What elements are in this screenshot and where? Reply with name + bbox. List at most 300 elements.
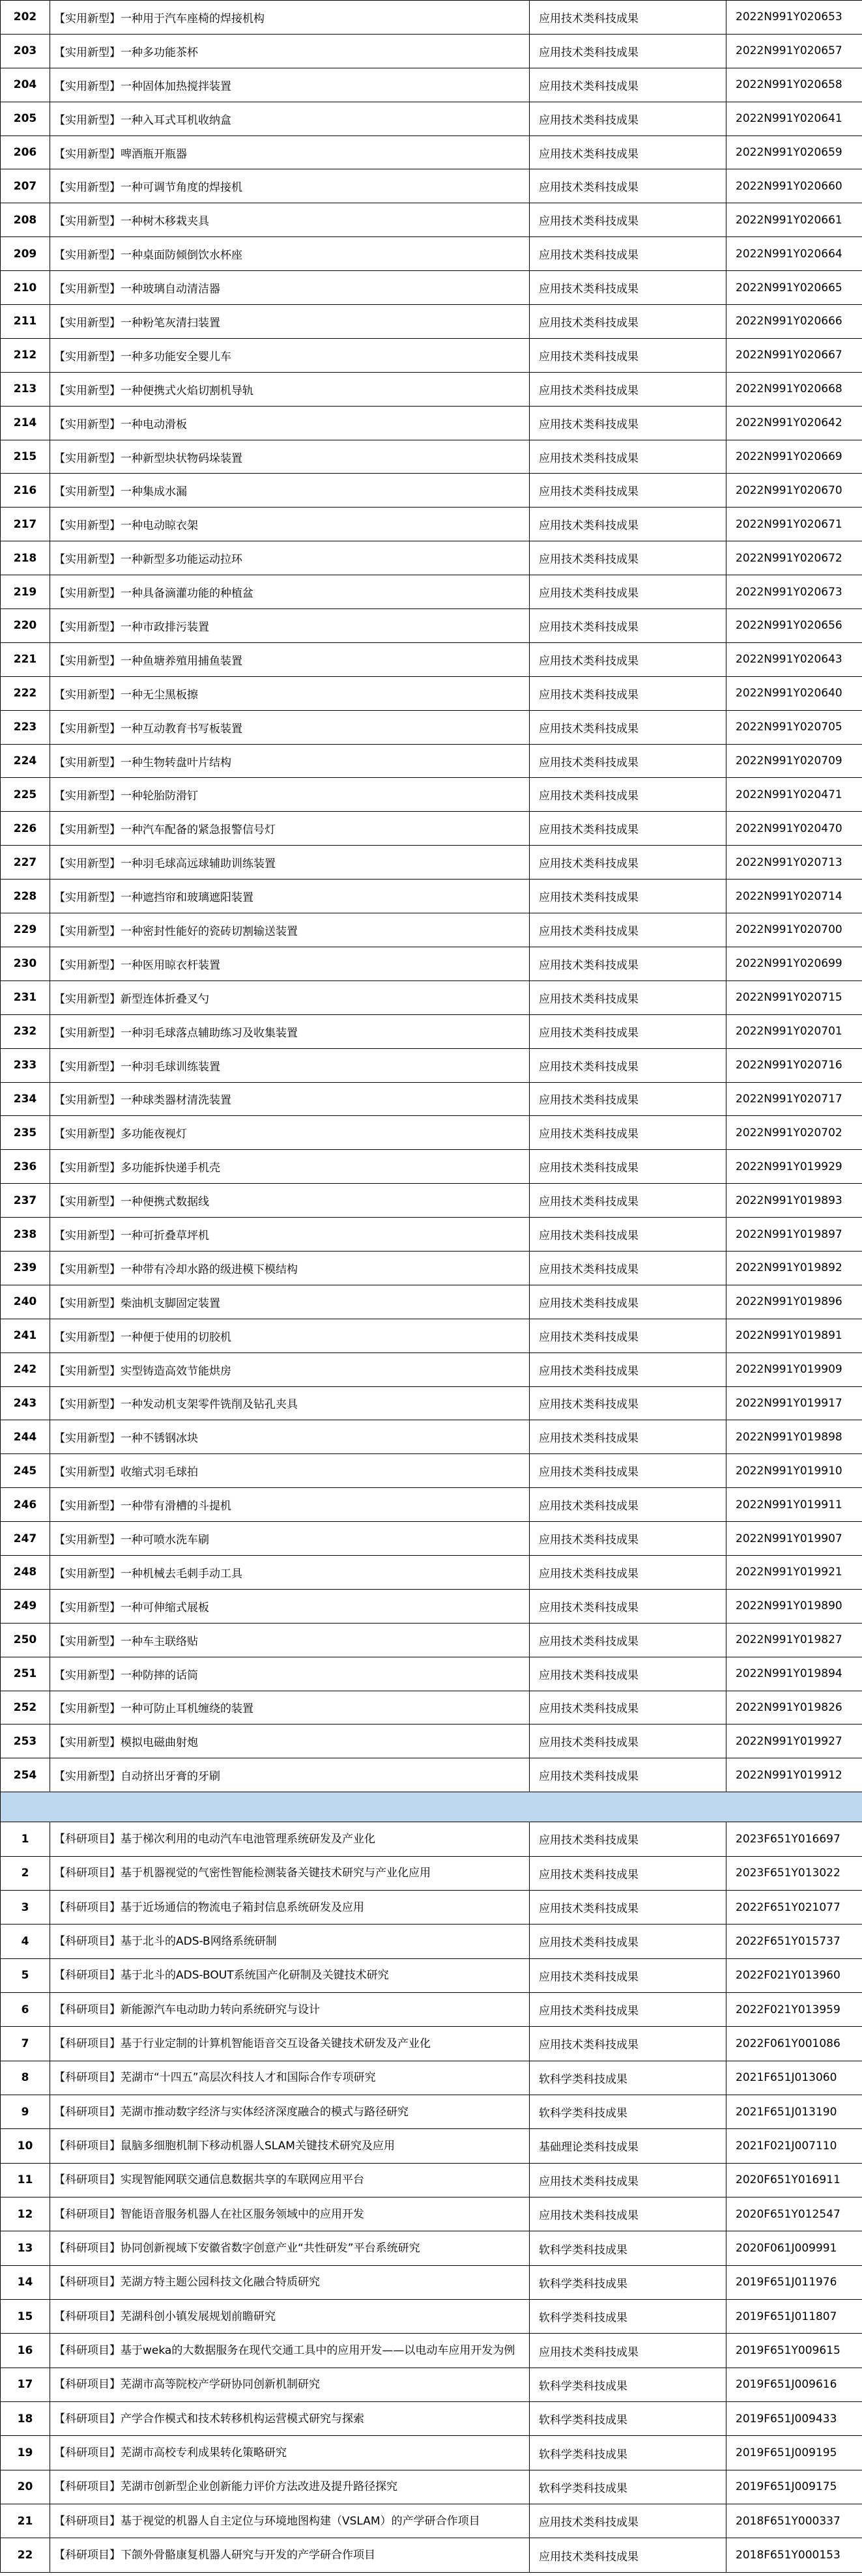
row-number-cell: 236 [1, 1150, 50, 1184]
achievement-title-cell: 【实用新型】一种无尘黑板擦 [50, 676, 530, 710]
row-number-cell: 228 [1, 880, 50, 913]
row-number-cell: 254 [1, 1758, 50, 1792]
row-number-cell: 226 [1, 812, 50, 846]
achievement-code-cell: 2019F651J009195 [726, 2436, 862, 2470]
table-row [1, 2334, 862, 2368]
achievement-title-cell: 【实用新型】柴油机支脚固定装置 [50, 1285, 530, 1319]
section-band-row [1, 1792, 862, 1822]
table-row [1, 642, 862, 676]
achievement-code-cell: 2022F651Y015737 [726, 1925, 862, 1958]
achievement-category-cell: 软科学类科技成果 [530, 2470, 726, 2504]
row-number-cell: 248 [1, 1555, 50, 1589]
achievement-title-cell: 【实用新型】多功能拆快递手机壳 [50, 1150, 530, 1184]
row-number-cell: 240 [1, 1285, 50, 1319]
achievement-code-cell: 2022N991Y020643 [726, 642, 862, 676]
row-number-cell: 12 [1, 2197, 50, 2231]
row-number-cell: 245 [1, 1454, 50, 1488]
achievement-code-cell: 2022N991Y020669 [726, 440, 862, 474]
row-number-cell: 17 [1, 2368, 50, 2401]
section-divider [1, 1792, 862, 1822]
achievement-category-cell: 软科学类科技成果 [530, 2231, 726, 2265]
achievement-title-cell: 【实用新型】一种车主联络贴 [50, 1623, 530, 1657]
achievement-title-cell: 【实用新型】一种遮挡帘和玻璃遮阳装置 [50, 880, 530, 913]
achievement-category-cell: 应用技术类科技成果 [530, 1589, 726, 1623]
achievement-code-cell: 2022N991Y020659 [726, 136, 862, 169]
achievement-code-cell: 2018F651Y000337 [726, 2504, 862, 2538]
achievement-title-cell: 【实用新型】一种多功能安全婴儿车 [50, 338, 530, 372]
achievement-category-cell: 应用技术类科技成果 [530, 1758, 726, 1792]
table-row [1, 474, 862, 508]
achievement-category-cell: 应用技术类科技成果 [530, 440, 726, 474]
achievement-title-cell: 【科研项目】基于行业定制的计算机智能语音交互设备关键技术研发及产业化 [50, 2027, 530, 2061]
achievement-category-cell: 应用技术类科技成果 [530, 1251, 726, 1285]
table-row [1, 2504, 862, 2538]
table-row [1, 1758, 862, 1792]
achievement-title-cell: 【实用新型】一种生物转盘叶片结构 [50, 744, 530, 778]
achievement-category-cell: 应用技术类科技成果 [530, 1890, 726, 1924]
achievement-category-cell: 应用技术类科技成果 [530, 947, 726, 980]
row-number-cell: 239 [1, 1251, 50, 1285]
achievement-code-cell: 2022N991Y020714 [726, 880, 862, 913]
table-row [1, 812, 862, 846]
achievement-title-cell: 【实用新型】一种医用晾衣杆装置 [50, 947, 530, 980]
row-number-cell: 5 [1, 1958, 50, 1992]
row-number-cell: 249 [1, 1589, 50, 1623]
row-number-cell: 214 [1, 406, 50, 440]
achievement-code-cell: 2019F651J009433 [726, 2402, 862, 2436]
achievement-category-cell: 应用技术类科技成果 [530, 609, 726, 643]
table-row [1, 676, 862, 710]
achievement-category-cell: 应用技术类科技成果 [530, 1691, 726, 1724]
row-number-cell: 222 [1, 676, 50, 710]
achievement-category-cell: 应用技术类科技成果 [530, 2163, 726, 2197]
achievement-title-cell: 【实用新型】一种不锈钢冰块 [50, 1420, 530, 1454]
achievement-category-cell: 应用技术类科技成果 [530, 406, 726, 440]
achievement-code-cell: 2020F651Y012547 [726, 2197, 862, 2231]
achievement-title-cell: 【科研项目】芜湖市“十四五”高层次科技人才和国际合作专项研究 [50, 2061, 530, 2095]
row-number-cell: 235 [1, 1116, 50, 1150]
table-row [1, 1116, 862, 1150]
row-number-cell: 220 [1, 609, 50, 643]
table-row [1, 169, 862, 203]
row-number-cell: 13 [1, 2231, 50, 2265]
row-number-cell: 244 [1, 1420, 50, 1454]
achievement-title-cell: 【实用新型】自动挤出牙膏的牙刷 [50, 1758, 530, 1792]
achievement-code-cell: 2020F061J009991 [726, 2231, 862, 2265]
achievement-title-cell: 【实用新型】一种羽毛球落点辅助练习及收集装置 [50, 1014, 530, 1048]
table-row [1, 1082, 862, 1116]
achievement-code-cell: 2022N991Y020658 [726, 68, 862, 102]
achievement-title-cell: 【科研项目】基于近场通信的物流电子箱封信息系统研发及应用 [50, 1890, 530, 1924]
achievement-code-cell: 2022N991Y019917 [726, 1386, 862, 1420]
table-row [1, 271, 862, 305]
achievement-title-cell: 【实用新型】一种互动教育书写板装置 [50, 710, 530, 744]
achievement-category-cell: 基础理论类科技成果 [530, 2129, 726, 2163]
table-row [1, 1048, 862, 1082]
table-row [1, 1352, 862, 1386]
achievement-category-cell: 软科学类科技成果 [530, 2402, 726, 2436]
achievement-code-cell: 2022N991Y019893 [726, 1184, 862, 1218]
achievement-title-cell: 【实用新型】一种鱼塘养殖用捕鱼装置 [50, 642, 530, 676]
table-row [1, 1589, 862, 1623]
row-number-cell: 18 [1, 2402, 50, 2436]
achievement-title-cell: 【实用新型】新型连体折叠叉勺 [50, 980, 530, 1014]
achievement-code-cell: 2022N991Y020656 [726, 609, 862, 643]
achievement-code-cell: 2022N991Y020673 [726, 575, 862, 609]
row-number-cell: 227 [1, 846, 50, 880]
table-row [1, 136, 862, 169]
table-row [1, 338, 862, 372]
achievement-title-cell: 【实用新型】一种用于汽车座椅的焊接机构 [50, 1, 530, 35]
row-number-cell: 241 [1, 1319, 50, 1352]
row-number-cell: 247 [1, 1522, 50, 1556]
achievement-category-cell: 应用技术类科技成果 [530, 1386, 726, 1420]
achievement-title-cell: 【科研项目】芜湖市创新型企业创新能力评价方法改进及提升路径探究 [50, 2470, 530, 2504]
achievement-category-cell: 应用技术类科技成果 [530, 1724, 726, 1758]
achievement-title-cell: 【科研项目】新能源汽车电动助力转向系统研究与设计 [50, 1992, 530, 2026]
table-row [1, 237, 862, 271]
achievement-code-cell: 2022N991Y020657 [726, 34, 862, 68]
achievement-title-cell: 【实用新型】一种粉笔灰清扫装置 [50, 305, 530, 339]
achievement-code-cell: 2022N991Y019909 [726, 1352, 862, 1386]
table-row [1, 913, 862, 947]
table-row [1, 2095, 862, 2128]
achievement-title-cell: 【实用新型】一种发动机支架零件铣削及钻孔夹具 [50, 1386, 530, 1420]
achievement-category-cell: 应用技术类科技成果 [530, 1623, 726, 1657]
achievement-code-cell: 2022N991Y019892 [726, 1251, 862, 1285]
row-number-cell: 19 [1, 2436, 50, 2470]
achievement-category-cell: 应用技术类科技成果 [530, 980, 726, 1014]
achievement-code-cell: 2022N991Y020664 [726, 237, 862, 271]
achievement-title-cell: 【实用新型】一种球类器材清洗装置 [50, 1082, 530, 1116]
table-row [1, 203, 862, 237]
row-number-cell: 9 [1, 2095, 50, 2128]
row-number-cell: 232 [1, 1014, 50, 1048]
achievement-category-cell: 应用技术类科技成果 [530, 1657, 726, 1691]
achievement-code-cell: 2022N991Y020666 [726, 305, 862, 339]
row-number-cell: 15 [1, 2300, 50, 2334]
table-row [1, 1822, 862, 1856]
row-number-cell: 212 [1, 338, 50, 372]
table-row [1, 778, 862, 812]
table-row [1, 1522, 862, 1556]
row-number-cell: 207 [1, 169, 50, 203]
achievement-code-cell: 2023F651Y016697 [726, 1822, 862, 1856]
achievement-code-cell: 2022N991Y020661 [726, 203, 862, 237]
achievement-code-cell: 2022N991Y019898 [726, 1420, 862, 1454]
achievement-code-cell: 2023F651Y013022 [726, 1856, 862, 1890]
achievement-title-cell: 【实用新型】一种密封性能好的瓷砖切割输送装置 [50, 913, 530, 947]
row-number-cell: 22 [1, 2538, 50, 2572]
achievement-category-cell: 应用技术类科技成果 [530, 1352, 726, 1386]
table-row [1, 1014, 862, 1048]
achievement-code-cell: 2022N991Y019927 [726, 1724, 862, 1758]
achievement-category-cell: 应用技术类科技成果 [530, 642, 726, 676]
achievement-code-cell: 2022N991Y020641 [726, 102, 862, 136]
row-number-cell: 3 [1, 1890, 50, 1924]
achievement-code-cell: 2022N991Y020642 [726, 406, 862, 440]
achievement-title-cell: 【实用新型】一种多功能茶杯 [50, 34, 530, 68]
utility-model-section [1, 1, 862, 1792]
table-row [1, 2368, 862, 2401]
table-row [1, 2402, 862, 2436]
table-row [1, 880, 862, 913]
table-row [1, 575, 862, 609]
table-row [1, 2470, 862, 2504]
table-row [1, 1925, 862, 1958]
achievement-category-cell: 应用技术类科技成果 [530, 1014, 726, 1048]
achievement-title-cell: 【实用新型】一种具备滴灌功能的种植盆 [50, 575, 530, 609]
table-row [1, 1623, 862, 1657]
achievement-title-cell: 【科研项目】基于北斗的ADS-BOUT系统国产化研制及关键技术研究 [50, 1958, 530, 1992]
achievement-title-cell: 【实用新型】一种可伸缩式展板 [50, 1589, 530, 1623]
achievement-code-cell: 2022F061Y001086 [726, 2027, 862, 2061]
row-number-cell: 229 [1, 913, 50, 947]
table-row [1, 744, 862, 778]
achievement-code-cell: 2022N991Y020640 [726, 676, 862, 710]
achievement-category-cell: 应用技术类科技成果 [530, 846, 726, 880]
achievement-code-cell: 2022N991Y019890 [726, 1589, 862, 1623]
achievement-category-cell: 应用技术类科技成果 [530, 913, 726, 947]
achievement-code-cell: 2022N991Y019896 [726, 1285, 862, 1319]
table-row [1, 1488, 862, 1522]
row-number-cell: 218 [1, 541, 50, 575]
table-row [1, 2197, 862, 2231]
achievement-category-cell: 软科学类科技成果 [530, 2300, 726, 2334]
achievement-title-cell: 【科研项目】下颌外骨骼康复机器人研究与开发的产学研合作项目 [50, 2538, 530, 2572]
achievement-title-cell: 【科研项目】智能语音服务机器人在社区服务领域中的应用开发 [50, 2197, 530, 2231]
achievement-code-cell: 2022N991Y019912 [726, 1758, 862, 1792]
row-number-cell: 8 [1, 2061, 50, 2095]
achievement-category-cell: 应用技术类科技成果 [530, 2334, 726, 2368]
achievement-code-cell: 2021F021J007110 [726, 2129, 862, 2163]
achievement-code-cell: 2022N991Y019826 [726, 1691, 862, 1724]
achievement-title-cell: 【实用新型】一种可调节角度的焊接机 [50, 169, 530, 203]
achievement-category-cell: 应用技术类科技成果 [530, 169, 726, 203]
achievement-title-cell: 【科研项目】芜湖市高等院校产学研协同创新机制研究 [50, 2368, 530, 2401]
table-row [1, 34, 862, 68]
achievement-category-cell: 应用技术类科技成果 [530, 508, 726, 541]
row-number-cell: 246 [1, 1488, 50, 1522]
table-row [1, 1285, 862, 1319]
achievement-title-cell: 【实用新型】一种电动晾衣架 [50, 508, 530, 541]
achievement-title-cell: 【科研项目】基于weka的大数据服务在现代交通工具中的应用开发——以电动车应用开发为例 [50, 2334, 530, 2368]
row-number-cell: 208 [1, 203, 50, 237]
table-row [1, 609, 862, 643]
achievement-category-cell: 应用技术类科技成果 [530, 2197, 726, 2231]
achievement-code-cell: 2022N991Y019911 [726, 1488, 862, 1522]
achievement-category-cell: 应用技术类科技成果 [530, 778, 726, 812]
achievement-category-cell: 应用技术类科技成果 [530, 1555, 726, 1589]
achievement-category-cell: 应用技术类科技成果 [530, 1925, 726, 1958]
achievement-title-cell: 【科研项目】协同创新视域下安徽省数字创意产业“共性研发”平台系统研究 [50, 2231, 530, 2265]
row-number-cell: 4 [1, 1925, 50, 1958]
achievement-category-cell: 软科学类科技成果 [530, 2265, 726, 2299]
achievement-code-cell: 2022N991Y020713 [726, 846, 862, 880]
row-number-cell: 243 [1, 1386, 50, 1420]
achievement-code-cell: 2022N991Y020665 [726, 271, 862, 305]
table-row [1, 1555, 862, 1589]
row-number-cell: 238 [1, 1218, 50, 1252]
achievement-title-cell: 【实用新型】一种便携式数据线 [50, 1184, 530, 1218]
achievement-code-cell: 2019F651Y009615 [726, 2334, 862, 2368]
achievement-category-cell: 应用技术类科技成果 [530, 1319, 726, 1352]
table-row [1, 1454, 862, 1488]
achievement-code-cell: 2022N991Y020668 [726, 372, 862, 406]
achievement-category-cell: 应用技术类科技成果 [530, 372, 726, 406]
achievement-title-cell: 【实用新型】一种可喷水洗车刷 [50, 1522, 530, 1556]
achievement-category-cell: 应用技术类科技成果 [530, 1150, 726, 1184]
row-number-cell: 204 [1, 68, 50, 102]
achievement-category-cell: 应用技术类科技成果 [530, 1082, 726, 1116]
achievement-code-cell: 2022N991Y019929 [726, 1150, 862, 1184]
achievement-title-cell: 【实用新型】啤酒瓶开瓶器 [50, 136, 530, 169]
achievement-code-cell: 2022N991Y020715 [726, 980, 862, 1014]
achievement-code-cell: 2022N991Y019894 [726, 1657, 862, 1691]
achievement-category-cell: 应用技术类科技成果 [530, 34, 726, 68]
achievement-category-cell: 应用技术类科技成果 [530, 575, 726, 609]
achievement-category-cell: 应用技术类科技成果 [530, 710, 726, 744]
achievement-code-cell: 2022N991Y020470 [726, 812, 862, 846]
row-number-cell: 10 [1, 2129, 50, 2163]
achievement-category-cell: 应用技术类科技成果 [530, 102, 726, 136]
table-row [1, 710, 862, 744]
table-row [1, 2265, 862, 2299]
table-row [1, 1992, 862, 2026]
achievement-category-cell: 应用技术类科技成果 [530, 880, 726, 913]
row-number-cell: 234 [1, 1082, 50, 1116]
achievement-code-cell: 2022N991Y019891 [726, 1319, 862, 1352]
row-number-cell: 216 [1, 474, 50, 508]
row-number-cell: 252 [1, 1691, 50, 1724]
achievement-code-cell: 2022N991Y020670 [726, 474, 862, 508]
achievement-code-cell: 2021F651J013190 [726, 2095, 862, 2128]
achievement-title-cell: 【实用新型】一种可防止耳机缠绕的装置 [50, 1691, 530, 1724]
achievement-code-cell: 2022N991Y019897 [726, 1218, 862, 1252]
achievement-code-cell: 2022N991Y019921 [726, 1555, 862, 1589]
achievement-code-cell: 2022N991Y020471 [726, 778, 862, 812]
row-number-cell: 233 [1, 1048, 50, 1082]
achievement-category-cell: 应用技术类科技成果 [530, 2027, 726, 2061]
achievement-title-cell: 【实用新型】一种便于使用的切胶机 [50, 1319, 530, 1352]
achievement-code-cell: 2020F651Y016911 [726, 2163, 862, 2197]
table-row [1, 1218, 862, 1252]
achievement-category-cell: 软科学类科技成果 [530, 2436, 726, 2470]
achievement-title-cell: 【实用新型】一种市政排污装置 [50, 609, 530, 643]
achievement-title-cell: 【科研项目】基于梯次利用的电动汽车电池管理系统研发及产业化 [50, 1822, 530, 1856]
row-number-cell: 21 [1, 2504, 50, 2538]
achievement-code-cell: 2022N991Y020700 [726, 913, 862, 947]
row-number-cell: 251 [1, 1657, 50, 1691]
table-row [1, 2300, 862, 2334]
achievement-category-cell: 应用技术类科技成果 [530, 541, 726, 575]
row-number-cell: 209 [1, 237, 50, 271]
achievement-code-cell: 2022N991Y020672 [726, 541, 862, 575]
row-number-cell: 237 [1, 1184, 50, 1218]
row-number-cell: 14 [1, 2265, 50, 2299]
achievement-code-cell: 2021F651J013060 [726, 2061, 862, 2095]
achievement-category-cell: 应用技术类科技成果 [530, 812, 726, 846]
achievement-title-cell: 【实用新型】一种电动滑板 [50, 406, 530, 440]
achievement-code-cell: 2022N991Y020653 [726, 1, 862, 35]
achievement-title-cell: 【实用新型】一种新型多功能运动拉环 [50, 541, 530, 575]
achievement-category-cell: 应用技术类科技成果 [530, 2538, 726, 2572]
table-row [1, 2061, 862, 2095]
achievement-title-cell: 【科研项目】基于北斗的ADS-B网络系统研制 [50, 1925, 530, 1958]
achievement-category-cell: 应用技术类科技成果 [530, 1522, 726, 1556]
row-number-cell: 7 [1, 2027, 50, 2061]
row-number-cell: 211 [1, 305, 50, 339]
table-row [1, 2129, 862, 2163]
row-number-cell: 224 [1, 744, 50, 778]
achievement-code-cell: 2022N991Y020709 [726, 744, 862, 778]
table-row [1, 2027, 862, 2061]
achievement-category-cell: 软科学类科技成果 [530, 2061, 726, 2095]
achievement-code-cell: 2018F651Y000153 [726, 2538, 862, 2572]
table-row [1, 406, 862, 440]
achievement-category-cell: 应用技术类科技成果 [530, 2504, 726, 2538]
row-number-cell: 230 [1, 947, 50, 980]
table-row [1, 1691, 862, 1724]
achievement-category-cell: 应用技术类科技成果 [530, 1822, 726, 1856]
achievement-category-cell: 应用技术类科技成果 [530, 1488, 726, 1522]
achievement-title-cell: 【科研项目】基于视觉的机器人自主定位与环境地图构建（VSLAM）的产学研合作项目 [50, 2504, 530, 2538]
achievement-title-cell: 【实用新型】一种防摔的话筒 [50, 1657, 530, 1691]
row-number-cell: 225 [1, 778, 50, 812]
table-row [1, 1184, 862, 1218]
achievement-category-cell: 应用技术类科技成果 [530, 1184, 726, 1218]
achievement-title-cell: 【实用新型】一种羽毛球训练装置 [50, 1048, 530, 1082]
row-number-cell: 242 [1, 1352, 50, 1386]
achievement-title-cell: 【实用新型】一种羽毛球高远球辅助训练装置 [50, 846, 530, 880]
row-number-cell: 1 [1, 1822, 50, 1856]
row-number-cell: 6 [1, 1992, 50, 2026]
achievement-code-cell: 2022F651Y021077 [726, 1890, 862, 1924]
row-number-cell: 223 [1, 710, 50, 744]
achievement-category-cell: 应用技术类科技成果 [530, 1285, 726, 1319]
achievement-title-cell: 【实用新型】一种汽车配备的紧急报警信号灯 [50, 812, 530, 846]
achievement-code-cell: 2019F651J011976 [726, 2265, 862, 2299]
achievement-category-cell: 应用技术类科技成果 [530, 136, 726, 169]
achievement-title-cell: 【实用新型】一种桌面防倾倒饮水杯座 [50, 237, 530, 271]
achievement-category-cell: 应用技术类科技成果 [530, 1048, 726, 1082]
table-row [1, 1958, 862, 1992]
achievement-title-cell: 【实用新型】收缩式羽毛球拍 [50, 1454, 530, 1488]
table-row [1, 1386, 862, 1420]
research-project-section [1, 1822, 862, 2573]
achievement-code-cell: 2022N991Y019827 [726, 1623, 862, 1657]
achievement-category-cell: 应用技术类科技成果 [530, 1958, 726, 1992]
achievement-title-cell: 【科研项目】芜湖方特主题公园科技文化融合特质研究 [50, 2265, 530, 2299]
row-number-cell: 217 [1, 508, 50, 541]
row-number-cell: 253 [1, 1724, 50, 1758]
row-number-cell: 213 [1, 372, 50, 406]
table-row [1, 2436, 862, 2470]
table-row [1, 980, 862, 1014]
achievement-code-cell: 2022N991Y020716 [726, 1048, 862, 1082]
row-number-cell: 206 [1, 136, 50, 169]
table-row [1, 1724, 862, 1758]
achievement-title-cell: 【实用新型】一种固体加热搅拌装置 [50, 68, 530, 102]
achievement-title-cell: 【科研项目】鼠脑多细胞机制下移动机器人SLAM关键技术研究及应用 [50, 2129, 530, 2163]
achievement-title-cell: 【实用新型】一种入耳式耳机收纳盒 [50, 102, 530, 136]
achievement-title-cell: 【实用新型】一种轮胎防滑钉 [50, 778, 530, 812]
achievement-title-cell: 【实用新型】一种带有滑槽的斗提机 [50, 1488, 530, 1522]
table-row [1, 2231, 862, 2265]
achievement-title-cell: 【实用新型】一种机械去毛刺手动工具 [50, 1555, 530, 1589]
table-row [1, 440, 862, 474]
achievement-category-cell: 软科学类科技成果 [530, 2095, 726, 2128]
